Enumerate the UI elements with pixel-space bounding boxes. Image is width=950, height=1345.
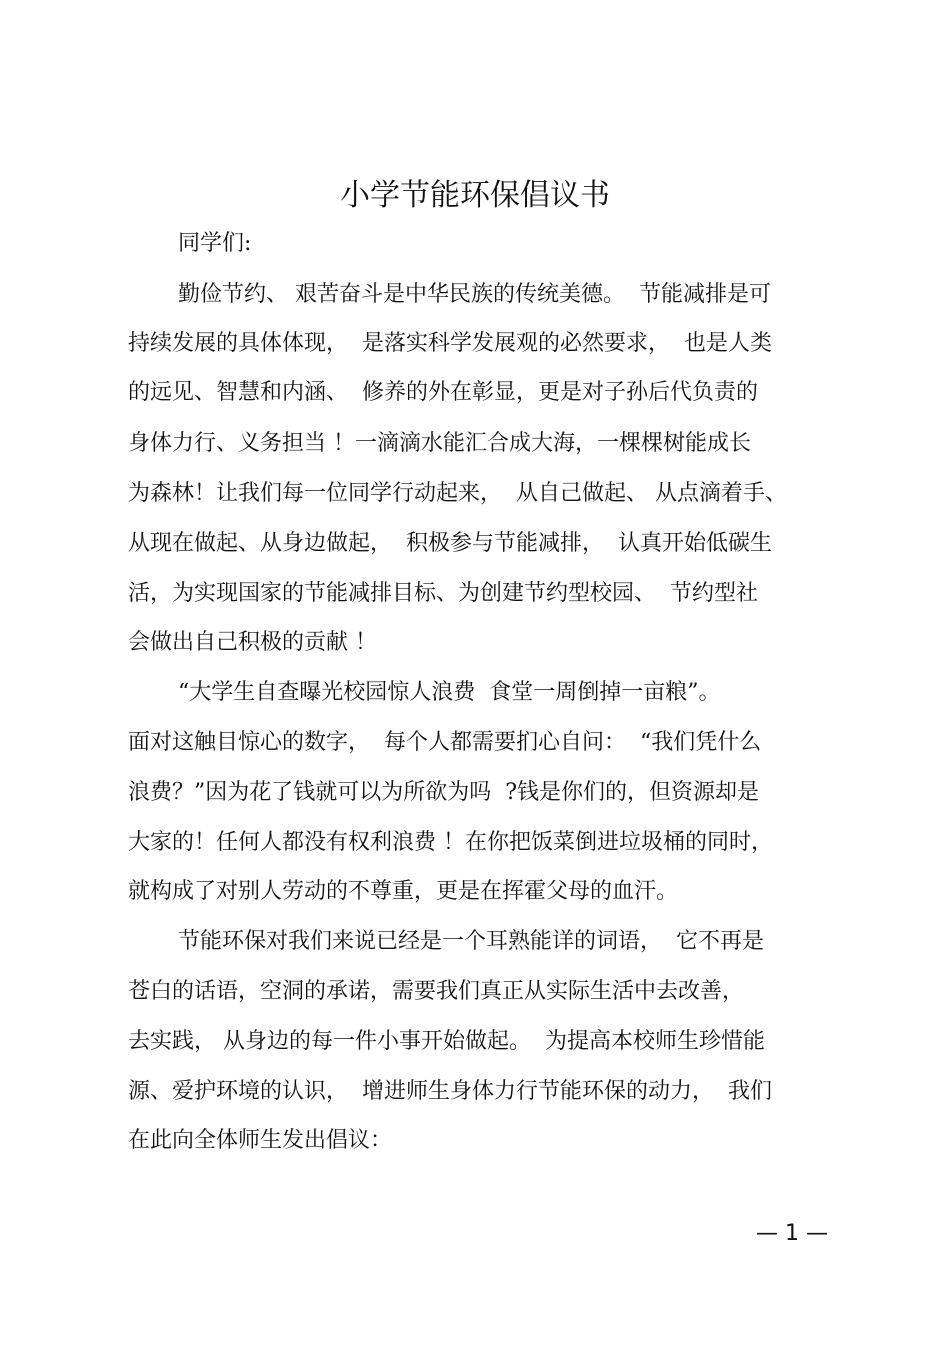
paragraph-line: 为森林！让我们每一位同学行动起来， 从自己做起、 从点滴着手、	[128, 481, 787, 506]
paragraph-line: 勤俭节约、 艰苦奋斗是中华民族的传统美德。 节能减排是可	[178, 282, 771, 307]
paragraph-line: 苍白的话语，空洞的承诺，需要我们真正从实际生活中去改善，	[128, 979, 745, 1004]
paragraph-line: 的远见、智慧和内涵、 修养的外在彰显，更是对子孙后代负责的	[128, 380, 758, 405]
paragraph-line: 节能环保对我们来说已经是一个耳熟能详的词语， 它不再是	[178, 929, 764, 954]
salutation: 同学们:	[178, 231, 252, 256]
paragraph-line: 去实践， 从身边的每一件小事开始做起。 为提高本校师生珍惜能	[128, 1029, 765, 1054]
paragraph-line: 身体力行、义务担当 ！一滴滴水能汇合成大海，一棵棵树能成长	[128, 431, 751, 456]
paragraph-line: “大学生自查曝光校园惊人浪费 食堂一周倒掉一亩粮”。	[178, 680, 721, 705]
paragraph-line: 持续发展的具体体现， 是落实科学发展观的必然要求， 也是人类	[128, 331, 772, 356]
paragraph-line: 面对这触目惊心的数字， 每个人都需要扪心自问： “我们凭什么	[128, 730, 762, 755]
paragraph-line: 源、爱护环境的认识， 增进师生身体力行节能环保的动力， 我们	[128, 1079, 772, 1104]
paragraph-line: 活，为实现国家的节能减排目标、为创建节约型校园、 节约型社	[128, 581, 758, 606]
paragraph-line: 就构成了对别人劳动的不尊重，更是在挥霍父母的血汗。	[128, 879, 679, 904]
page-number: — 1 —	[756, 1221, 828, 1246]
paragraph-line: 在此向全体师生发出倡议：	[128, 1128, 393, 1153]
paragraph-line: 浪费？”因为花了钱就可以为所欲为吗 ?钱是你们的，但资源却是	[128, 780, 760, 805]
document-title: 小学节能环保倡议书	[340, 178, 610, 213]
paragraph-line: 从现在做起、从身边做起， 积极参与节能减排， 认真开始低碳生	[128, 531, 772, 556]
paragraph-line: 大家的！任何人都没有权利浪费 ！在你把饭菜倒进垃圾桶的同时，	[128, 830, 773, 855]
paragraph-line: 会做出自己积极的贡献 ！	[128, 630, 377, 655]
